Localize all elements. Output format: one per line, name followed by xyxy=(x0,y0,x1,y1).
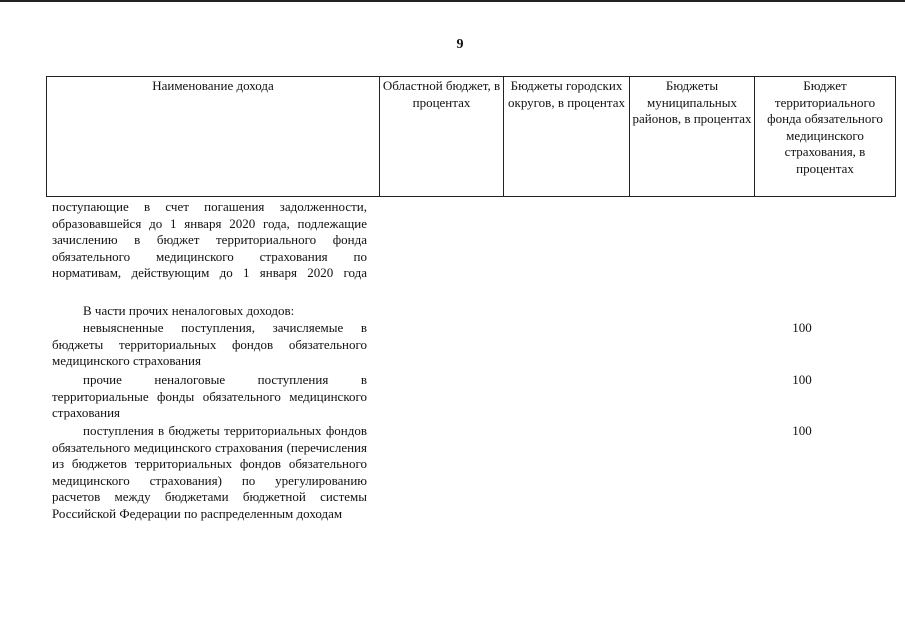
fund-percent-value: 100 xyxy=(792,372,812,387)
header-municipal-budgets: Бюджеты муниципальных районов, в процентах xyxy=(630,77,755,197)
table-row xyxy=(52,423,367,522)
fund-percent-value: 100 xyxy=(792,320,812,335)
header-regional-budget: Областной бюджет, в процентах xyxy=(380,77,504,197)
fund-percent-value: 100 xyxy=(792,423,812,438)
section-heading xyxy=(52,303,367,320)
header-city-budgets: Бюджеты городских округов, в процентах xyxy=(504,77,630,197)
income-name: невыясненные поступления, зачисляемые в бюджеты территориальных фондов обязательного медицинского страхования xyxy=(52,320,367,368)
page-top-rule xyxy=(0,0,905,2)
table-header xyxy=(46,76,896,197)
table-row xyxy=(52,199,367,282)
income-name: поступающие в счет погашения задолженности, образовавшейся до 1 января 2020 года, подлежащие зачислению в бюджет территориального фонда обязательного медицинского страхования по нормативам, действующим до 1 января 2020 года xyxy=(52,199,367,280)
header-fund-budget: Бюджет территориального фонда обязательного медицинского страхования, в процентах xyxy=(755,77,896,197)
income-name: поступления в бюджеты территориальных фондов обязательного медицинского страхования (перечисления из бюджетов территориальных фондов обязательного медицинского страхования) по урегулированию расчетов между бюджетами бюджетной системы Российской Федерации по распределенным доходам xyxy=(52,423,367,521)
table-row xyxy=(52,320,367,370)
income-name: В части прочих неналоговых доходов: xyxy=(83,303,295,318)
table-row xyxy=(52,372,367,422)
income-name: прочие неналоговые поступления в территориальные фонды обязательного медицинского страхования xyxy=(52,372,367,420)
page-number: 9 xyxy=(456,37,464,52)
header-income-name: Наименование дохода xyxy=(47,77,380,197)
